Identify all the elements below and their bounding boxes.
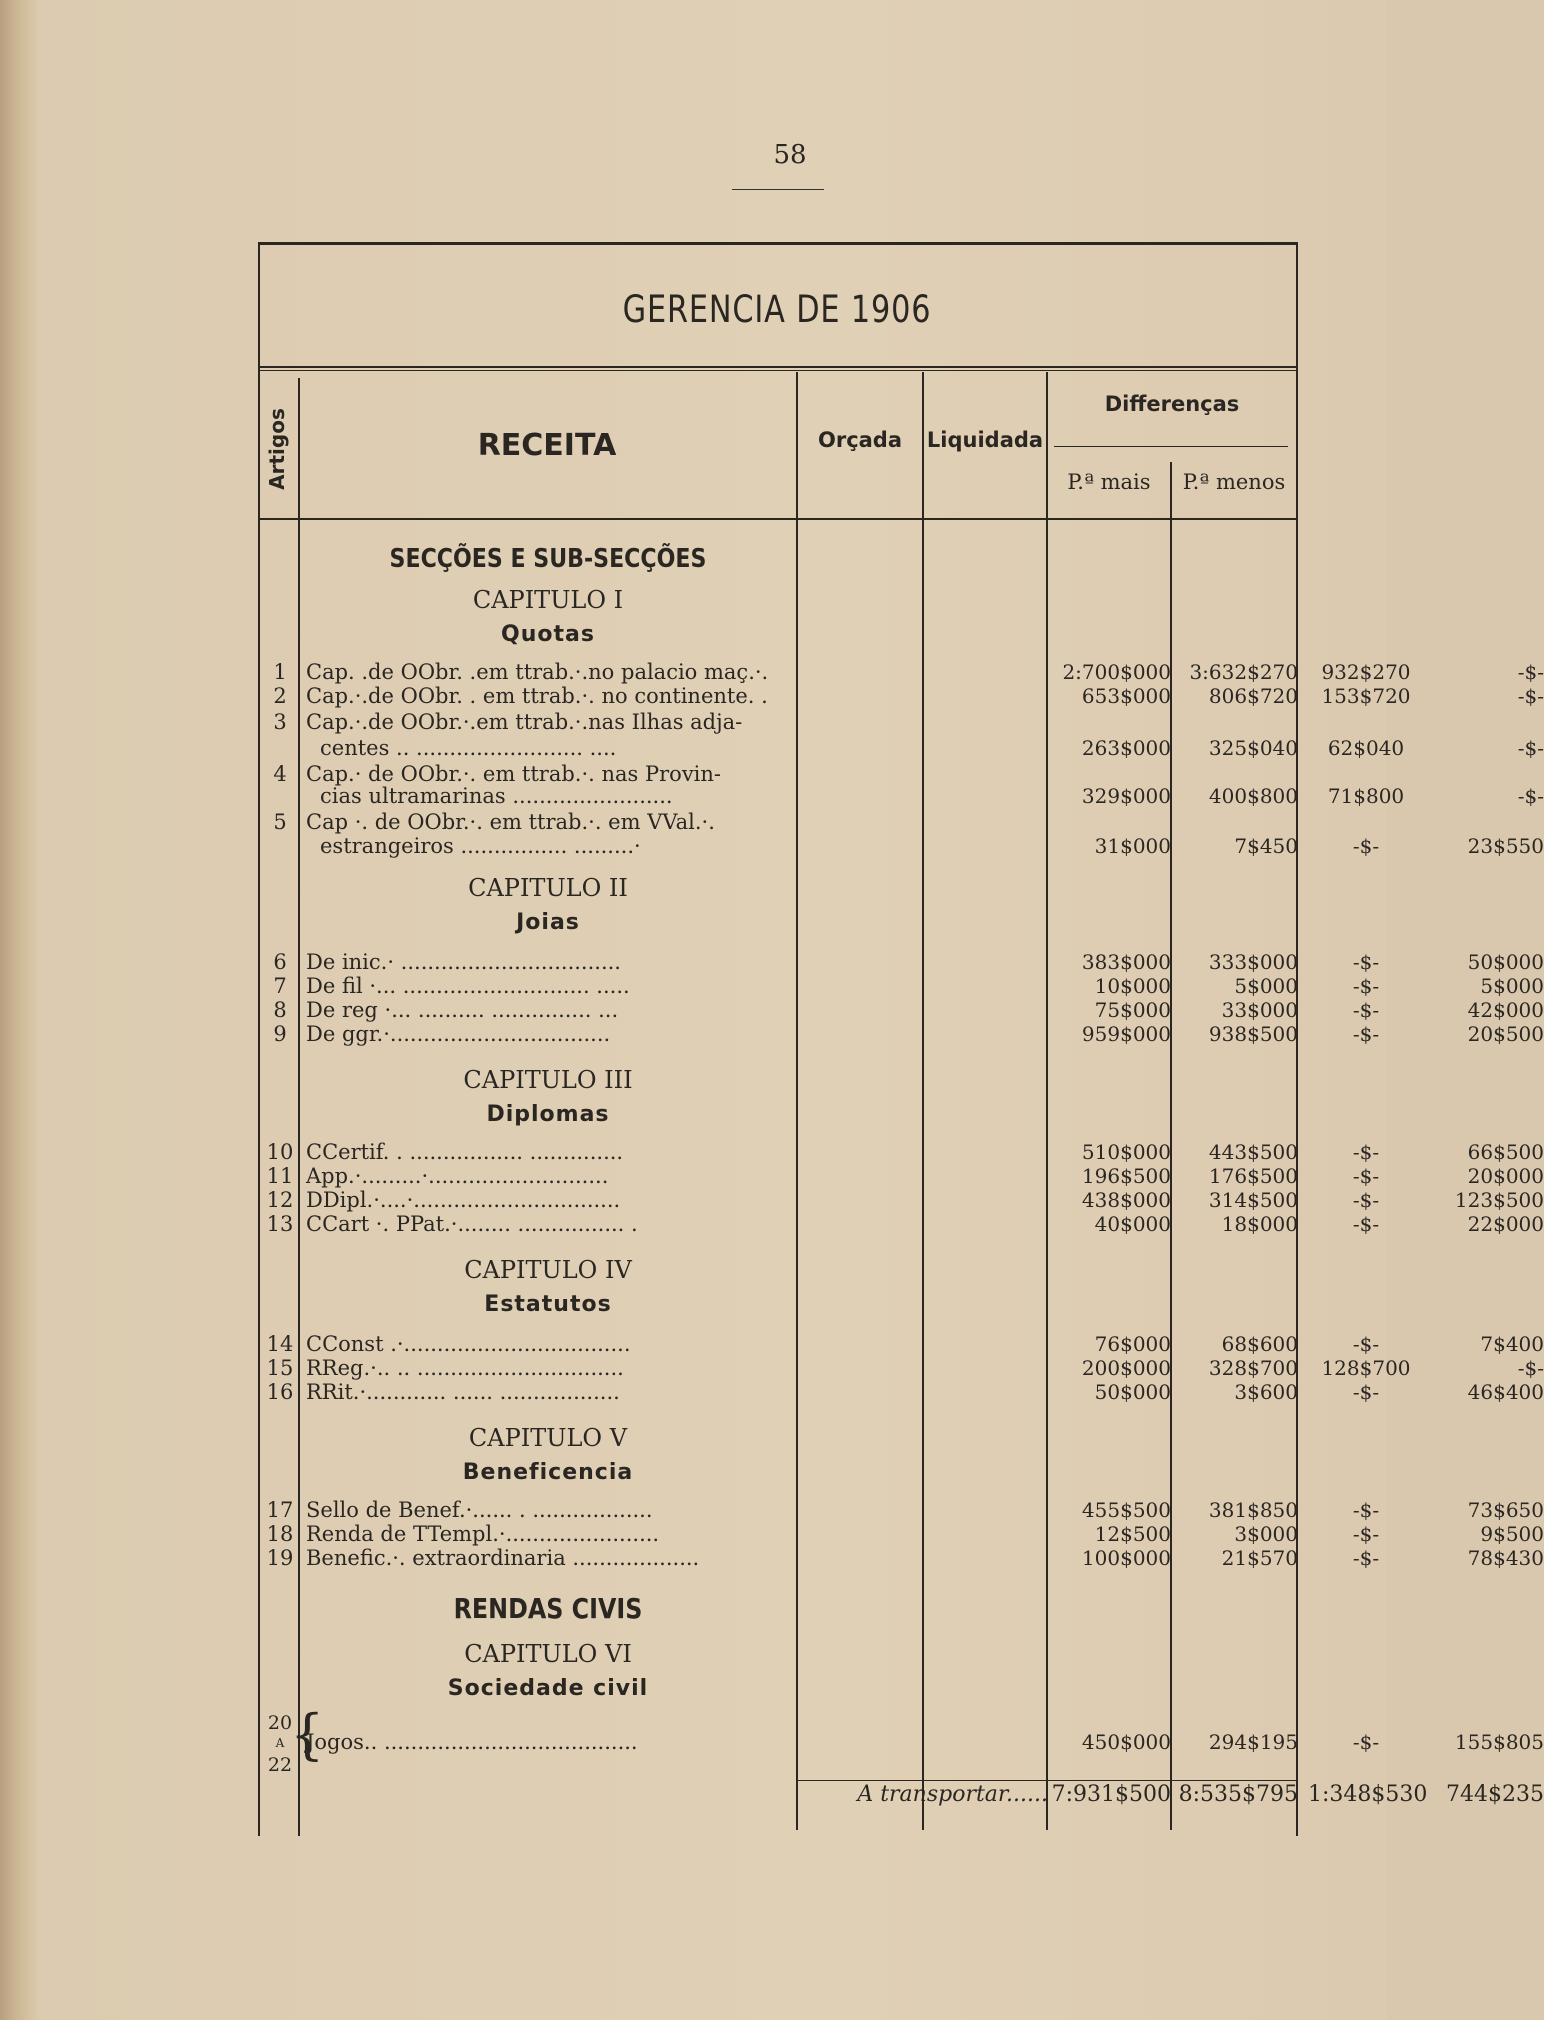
col-divider-liquidada [1046, 372, 1048, 1830]
row-p-mais: -$- [1352, 1164, 1380, 1188]
row-orcada: 263$000 [1081, 736, 1171, 760]
chapter-1-title: CAPITULO I [472, 586, 624, 614]
row-p-mais: -$- [1352, 974, 1380, 998]
chapter-5-title: CAPITULO V [468, 1424, 628, 1452]
row-p-menos: -$- [1517, 736, 1544, 760]
row-p-mais: -$- [1352, 1188, 1380, 1212]
row-number: 19 [266, 1546, 294, 1570]
row-description-cont: cias ultramarinas ........................ [320, 784, 673, 808]
row-p-mais: 153$720 [1321, 684, 1411, 708]
row-liquidada: 325$040 [1208, 736, 1298, 760]
row-description: Jogos.. ...................................... [306, 1730, 638, 1754]
row-orcada: 196$500 [1081, 1164, 1171, 1188]
row-p-mais: 932$270 [1321, 660, 1411, 684]
chapter-2-name: Joias [516, 910, 580, 935]
row-number-separator: A [275, 1736, 285, 1750]
row-liquidada: 938$500 [1208, 1022, 1298, 1046]
row-number: 8 [273, 998, 287, 1022]
row-p-menos: 5$000 [1480, 974, 1544, 998]
row-number: 14 [266, 1332, 294, 1356]
row-p-mais: -$- [1352, 1022, 1380, 1046]
row-liquidada: 176$500 [1208, 1164, 1298, 1188]
row-liquidada: 806$720 [1208, 684, 1298, 708]
row-orcada: 75$000 [1094, 998, 1171, 1022]
chapter-6-name: Sociedade civil [447, 1676, 649, 1701]
row-liquidada: 3$000 [1234, 1522, 1298, 1546]
row-p-mais: -$- [1352, 1140, 1380, 1164]
row-p-menos: 155$805 [1454, 1730, 1544, 1754]
row-p-mais: -$- [1352, 1730, 1380, 1754]
row-number: 16 [266, 1380, 294, 1404]
row-p-menos: 73$650 [1467, 1498, 1544, 1522]
row-p-menos: 123$500 [1454, 1188, 1544, 1212]
table-top-rule [258, 242, 1296, 245]
row-liquidada: 381$850 [1208, 1498, 1298, 1522]
row-description: Cap.·.de OObr.·.em ttrab.·.nas Ilhas adja- [306, 710, 743, 734]
table-row [258, 974, 1544, 998]
row-description: App.·.........·........................... [306, 1164, 609, 1188]
row-p-menos: 20$000 [1467, 1164, 1544, 1188]
row-p-mais: 71$800 [1327, 784, 1405, 808]
row-liquidada: 400$800 [1208, 784, 1298, 808]
row-p-mais: -$- [1352, 1546, 1380, 1570]
chapter-1-name: Quotas [501, 622, 595, 647]
header-liquidada: Liquidada [926, 428, 1044, 452]
header-bottom-rule [258, 518, 1296, 520]
row-p-mais: -$- [1352, 1522, 1380, 1546]
row-orcada: 455$500 [1081, 1498, 1171, 1522]
row-p-menos: 20$500 [1467, 1022, 1544, 1046]
table-row [258, 1703, 1544, 1776]
table-row [258, 810, 1296, 834]
table-row [258, 684, 1544, 708]
row-p-menos: 7$400 [1480, 1332, 1544, 1356]
table-row [258, 1332, 1544, 1356]
rendas-civis-title: RENDAS CIVIS [453, 1592, 643, 1625]
row-number: 7 [273, 974, 287, 998]
transport-row [258, 1782, 1544, 1810]
transport-orcada: 7:931$500 [1051, 1782, 1171, 1807]
header-receita: RECEITA [477, 428, 617, 463]
row-p-mais: -$- [1352, 950, 1380, 974]
row-number-start: 20 [267, 1712, 293, 1734]
row-description: De inic.· ................................. [306, 950, 621, 974]
row-number: 4 [273, 762, 287, 786]
row-orcada: 383$000 [1081, 950, 1171, 974]
chapter-6-title: CAPITULO VI [464, 1640, 632, 1668]
row-number: 18 [266, 1522, 294, 1546]
chapter-4-name: Estatutos [484, 1292, 612, 1317]
row-orcada: 31$000 [1094, 834, 1171, 858]
table-row [258, 1140, 1544, 1164]
header-top-rule-2 [258, 370, 1296, 371]
row-p-menos: 50$000 [1467, 950, 1544, 974]
row-liquidada: 18$000 [1221, 1212, 1298, 1236]
header-artigos: Artigos [265, 408, 289, 490]
row-number: 17 [266, 1498, 294, 1522]
row-description: RRit.·............ ...... .................. [306, 1380, 620, 1404]
row-description: CConst .·.................................. [306, 1332, 631, 1356]
table-row [258, 1498, 1544, 1522]
table-row-continuation [258, 784, 1544, 808]
row-p-mais: -$- [1352, 1212, 1380, 1236]
row-p-mais: -$- [1352, 998, 1380, 1022]
row-description: Cap ·. de OObr.·. em ttrab.·. em VVal.·. [306, 810, 715, 834]
table-row [258, 1022, 1544, 1046]
chapter-3-name: Diplomas [486, 1102, 610, 1127]
row-p-menos: 23$550 [1467, 834, 1544, 858]
row-description: De fil ·... ............................ ..... [306, 974, 630, 998]
differencas-rule [1054, 446, 1288, 447]
row-orcada: 329$000 [1081, 784, 1171, 808]
row-orcada: 653$000 [1081, 684, 1171, 708]
chapter-2-title: CAPITULO II [468, 874, 628, 902]
row-liquidada: 328$700 [1208, 1356, 1298, 1380]
row-number: 1 [273, 660, 287, 684]
table-row [258, 1546, 1544, 1570]
row-p-menos: 66$500 [1467, 1140, 1544, 1164]
row-p-mais: -$- [1352, 1498, 1380, 1522]
row-liquidada: 314$500 [1208, 1188, 1298, 1212]
table-row [258, 950, 1544, 974]
row-orcada: 200$000 [1081, 1356, 1171, 1380]
table-row [258, 1188, 1544, 1212]
row-p-mais: -$- [1352, 834, 1380, 858]
row-p-menos: 46$400 [1467, 1380, 1544, 1404]
row-p-menos: -$- [1517, 660, 1544, 684]
header-orcada: Orçada [817, 428, 903, 452]
row-orcada: 40$000 [1094, 1212, 1171, 1236]
row-number: 15 [266, 1356, 294, 1380]
row-liquidada: 294$195 [1208, 1730, 1298, 1754]
page-number-rule [732, 189, 824, 190]
table-row-continuation [258, 834, 1544, 858]
row-liquidada: 33$000 [1221, 998, 1298, 1022]
row-p-mais: -$- [1352, 1380, 1380, 1404]
row-description: Cap. .de OObr. .em ttrab.·.no palacio maç.·. [306, 660, 769, 684]
row-number-end: 22 [267, 1754, 293, 1776]
row-description: Cap.·.de OObr. . em ttrab.·. no continente. . [306, 684, 768, 708]
row-description: CCart ·. PPat.·........ ................ . [306, 1212, 638, 1236]
row-orcada: 10$000 [1094, 974, 1171, 998]
row-description: CCertif. . ................. .............. [306, 1140, 624, 1164]
table-row [258, 1356, 1544, 1380]
chapter-3-title: CAPITULO III [463, 1066, 633, 1094]
header-p-mais: P.ª mais [1067, 470, 1151, 494]
col-divider-orcada [922, 372, 924, 1830]
row-description: De ggr.·................................. [306, 1022, 611, 1046]
row-liquidada: 7$450 [1234, 834, 1298, 858]
row-description-cont: estrangeiros ................ .........· [320, 834, 641, 858]
row-p-menos: 78$430 [1467, 1546, 1544, 1570]
header-differencas: Differenças [1104, 392, 1240, 416]
row-liquidada: 443$500 [1208, 1140, 1298, 1164]
table-row [258, 1380, 1544, 1404]
page-number: 58 [773, 140, 807, 170]
row-orcada: 2:700$000 [1062, 660, 1171, 684]
row-number: 13 [266, 1212, 294, 1236]
row-p-menos: -$- [1517, 784, 1544, 808]
row-description: Sello de Benef.·...... . .................. [306, 1498, 653, 1522]
transport-p-mais: 1:348$530 [1308, 1782, 1428, 1807]
chapter-5-name: Beneficencia [462, 1460, 634, 1485]
header-top-rule [258, 366, 1296, 368]
row-number: 11 [266, 1164, 294, 1188]
row-description-cont: centes .. ......................... .... [320, 736, 617, 760]
sections-title: SECÇÕES E SUB-SECÇÕES [389, 544, 707, 574]
table-row [258, 998, 1544, 1022]
row-p-menos: 9$500 [1480, 1522, 1544, 1546]
row-number: 10 [266, 1140, 294, 1164]
table-row [258, 710, 1296, 734]
row-orcada: 76$000 [1094, 1332, 1171, 1356]
row-number: 9 [273, 1022, 287, 1046]
transport-liquidada: 8:535$795 [1178, 1782, 1298, 1807]
table-row [258, 1164, 1544, 1188]
row-orcada: 438$000 [1081, 1188, 1171, 1212]
row-description: Benefic.·. extraordinaria ................... [306, 1546, 700, 1570]
row-liquidada: 3:632$270 [1189, 660, 1298, 684]
row-p-mais: 62$040 [1327, 736, 1405, 760]
row-liquidada: 333$000 [1208, 950, 1298, 974]
row-p-mais: -$- [1352, 1332, 1380, 1356]
row-p-mais: 128$700 [1321, 1356, 1411, 1380]
totals-rule [796, 1780, 1296, 1781]
row-description: DDipl.·....·............................... [306, 1188, 621, 1212]
row-number: 3 [273, 710, 287, 734]
table-row-continuation [258, 736, 1544, 760]
row-number: 6 [273, 950, 287, 974]
row-p-menos: -$- [1517, 684, 1544, 708]
row-number: 12 [266, 1188, 294, 1212]
transport-label: A transportar...... [857, 1782, 1048, 1807]
chapter-4-title: CAPITULO IV [464, 1256, 632, 1284]
row-orcada: 959$000 [1081, 1022, 1171, 1046]
row-orcada: 50$000 [1094, 1380, 1171, 1404]
row-p-menos: 22$000 [1467, 1212, 1544, 1236]
row-description: RReg.·.. .. ............................... [306, 1356, 624, 1380]
row-orcada: 12$500 [1094, 1522, 1171, 1546]
row-description: Renda de TTempl.·....................... [306, 1522, 660, 1546]
row-description: Cap.· de OObr.·. em ttrab.·. nas Provin- [306, 762, 722, 786]
row-orcada: 100$000 [1081, 1546, 1171, 1570]
header-p-menos: P.ª menos [1182, 470, 1286, 494]
row-number: 2 [273, 684, 287, 708]
transport-p-menos: 744$235 [1446, 1782, 1544, 1807]
table-row [258, 1212, 1544, 1236]
range-brace: { [290, 1703, 325, 1766]
row-description: De reg ·... .......... ............... ... [306, 998, 619, 1022]
row-p-menos: 42$000 [1467, 998, 1544, 1022]
row-orcada: 510$000 [1081, 1140, 1171, 1164]
row-number: 5 [273, 810, 287, 834]
row-liquidada: 5$000 [1234, 974, 1298, 998]
row-liquidada: 21$570 [1221, 1546, 1298, 1570]
row-orcada: 450$000 [1081, 1730, 1171, 1754]
table-row [258, 762, 1296, 786]
row-p-menos: -$- [1517, 1356, 1544, 1380]
document-title: GERENCIA DE 1906 [622, 288, 932, 331]
row-liquidada: 68$600 [1221, 1332, 1298, 1356]
table-row [258, 660, 1544, 684]
row-liquidada: 3$600 [1234, 1380, 1298, 1404]
table-row [258, 1522, 1544, 1546]
